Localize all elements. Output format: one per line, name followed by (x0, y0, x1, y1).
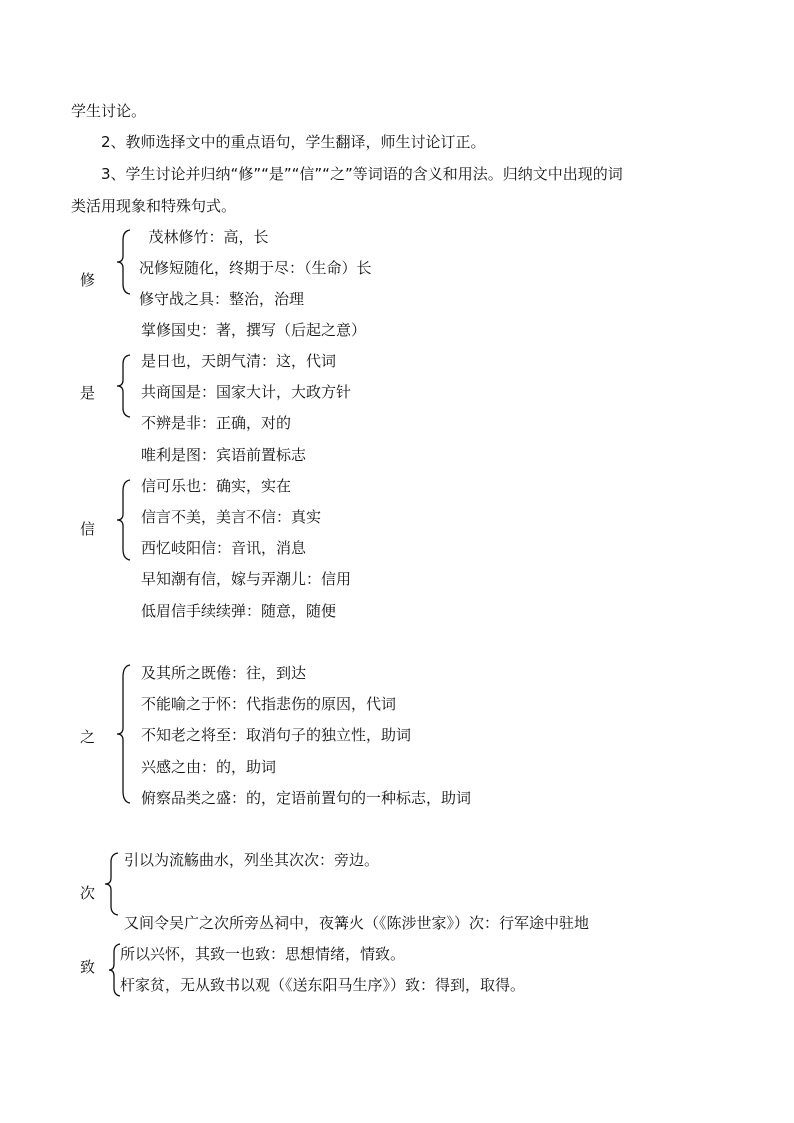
list-item: 信可乐也：确实，实在 (141, 477, 292, 495)
brace-shi (114, 353, 134, 419)
list-item: 又间令吴广之次所旁丛祠中，夜篝火（《陈涉世家》）次：行军途中驻地 (124, 914, 590, 932)
list-item: 西忆岐阳信：音讯，消息 (141, 539, 307, 557)
brace-xiu (114, 228, 134, 296)
list-item: 不知老之将至：取消句子的独立性，助词 (141, 726, 412, 744)
list-item: 共商国是：国家大计，大政方针 (141, 383, 352, 401)
group-char-shi: 是 (80, 384, 96, 402)
intro-line-3: 3、学生讨论并归纳“修”“是”“信”“之”等词语的含义和用法。归纳文中出现的词 (101, 165, 623, 183)
list-item: 信言不美，美言不信：真实 (141, 508, 322, 526)
list-item: 杆家贫，无从致书以观（《送东阳马生序》）致：得到，取得。 (120, 976, 526, 994)
list-item: 低眉信手续续弹：随意，随便 (141, 602, 337, 620)
group-char-xiu: 修 (80, 271, 96, 289)
list-item: 引以为流觞曲水，列坐其次次：旁边。 (124, 851, 380, 869)
list-item: 不能喻之于怀：代指悲伤的原因，代词 (141, 695, 397, 713)
list-item: 修守战之具：整治，治理 (139, 290, 305, 308)
list-item: 掌修国史：著，撰写（后起之意） (141, 321, 367, 339)
list-item: 所以兴怀，其致一也致：思想情绪，情致。 (120, 945, 406, 963)
intro-line-2: 2、教师选择文中的重点语句，学生翻译，师生讨论订正。 (101, 133, 486, 151)
list-item: 况修短随化，终期于尽：（生命）长 (139, 259, 372, 277)
intro-line-4: 类活用现象和特殊句式。 (71, 197, 237, 215)
list-item: 茂林修竹：高，长 (139, 228, 269, 246)
list-item: 兴感之由：的，助词 (141, 758, 277, 776)
list-item: 唯利是图：宾语前置标志 (141, 446, 307, 464)
brace-ci (102, 851, 122, 917)
brace-xin (114, 478, 134, 562)
list-item: 俯察品类之盛：的，定语前置句的一种标志，助词 (141, 789, 472, 807)
group-char-ci: 次 (80, 884, 96, 902)
group-char-xin: 信 (80, 520, 96, 538)
group-char-zhi: 之 (80, 728, 96, 746)
intro-line-1: 学生讨论。 (71, 102, 147, 120)
list-item: 及其所之既倦：往，到达 (141, 664, 307, 682)
list-item: 不辨是非：正确，对的 (141, 414, 292, 432)
group-char-zhi2: 致 (80, 958, 96, 976)
list-item: 早知潮有信，嫁与弄潮儿：信用 (141, 570, 352, 588)
list-item: 是日也，天朗气清：这，代词 (141, 352, 337, 370)
brace-zhi (114, 663, 134, 805)
